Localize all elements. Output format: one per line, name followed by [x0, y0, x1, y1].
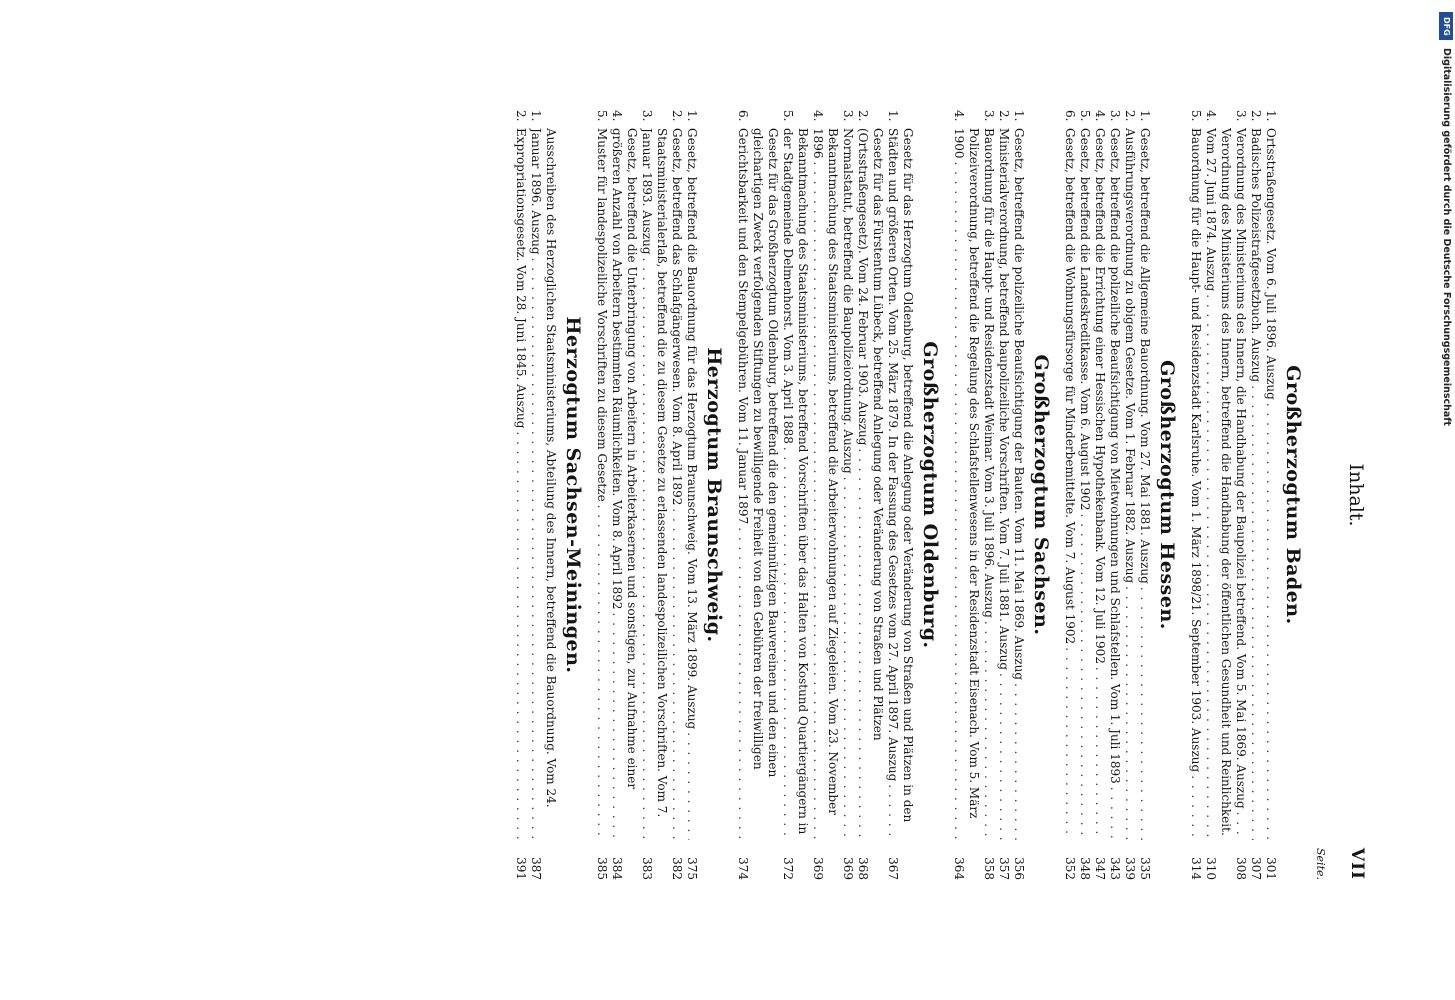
entry-text: Gesetz, betreffend die Wohnungsfürsorge für Minderbemittelte. Vom 7. August 1902 [1063, 128, 1077, 647]
entry-text: Bekanntmachung des Staatsministeriums, betreffend Vorschriften über das Halten von Kostund Quartiergängern in der Stadtgemeinde Delmenhorst. Vom 3. April 1888 [781, 128, 810, 835]
toc-entry [996, 110, 1011, 880]
toc-entry [780, 110, 810, 880]
entry-number: 4. [811, 110, 825, 122]
entry-number: 2. [514, 110, 528, 122]
entry-text: Normalstatut, betreffend die Baupolizeiordnung. Auszug [841, 128, 855, 477]
entry-number: 1. [1264, 110, 1278, 122]
entry-number: 6. [736, 110, 750, 122]
entry-number: 3. [982, 110, 996, 122]
entry-text: Gesetz für das Großherzogtum Oldenburg, betreffend die den gemeinnützigen Bauvereinen und den einen gleichartigen Zweck verfolgenden Stiftungen zu bewilligende Freiheit von den Gebühren der freiwilligen Gerichtsbarkeit und den Stempelgebühren. Vom 11. Januar 1897 [736, 128, 780, 778]
toc-section [735, 110, 941, 880]
entry-text: Verordnung des Ministeriums des Innern, betreffend die Handhabung der öffentlichen Gesundheit und Reinlichkeit. Vom 27. Juni 1874. Auszug [1204, 128, 1233, 836]
entry-text: Gesetz für das Fürstentum Lübeck, betreffend Anlegung oder Veränderung von Straßen und Plätzen (Ortsstraßengesetz). Vom 24. Februar 1903. Auszug [856, 128, 885, 741]
entry-text-wrap [1137, 128, 1152, 840]
entry-text: Bekanntmachung des Staatsministeriums, betreffend die Arbeiterwohnungen auf Ziegeleien. Vom 23. November 1896 [811, 128, 840, 815]
toc-entry [528, 110, 558, 880]
entry-text-wrap [1263, 128, 1278, 840]
toc-section [951, 110, 1052, 880]
entry-text: Gesetz, betreffend das Schlafgängerwesen. Vom 8. April 1892 [670, 128, 684, 508]
entry-page: 314 [1188, 840, 1203, 880]
entry-page: 308 [1233, 840, 1248, 880]
entry-text: Ministerialverordnung, betreffend baupolizeiliche Vorschriften. Vom 7. Juli 1881. Auszug [997, 128, 1011, 673]
entry-number: 3. [1108, 110, 1122, 122]
toc-section [1062, 110, 1178, 880]
toc-entry [594, 110, 609, 880]
entry-text-wrap [528, 128, 558, 840]
entry-text-wrap [1248, 128, 1263, 840]
entry-text-wrap [1092, 128, 1107, 840]
entry-text: Gesetz, betreffend die Unterbringung von Arbeitern in Arbeiterkasernen und sonstigen, zur Aufnahme einer größeren Anzahl von Arbeitern bestimmten Räumlichkeiten. Vom 8. April 1892 [610, 128, 639, 790]
entry-number: 4. [1204, 110, 1218, 122]
section-title: Großherzogtum Oldenburg. [919, 341, 941, 649]
entry-number: 4. [1093, 110, 1107, 122]
toc-entry [639, 110, 669, 880]
toc-entry [855, 110, 885, 880]
entry-page: 369 [840, 840, 855, 880]
section-title: Herzogtum Braunschweig. [703, 347, 725, 643]
entry-text-wrap [639, 128, 669, 840]
entry-page: 347 [1092, 840, 1107, 880]
entry-page: 391 [513, 840, 528, 880]
entry-text: Gesetz, betreffend die Allgemeine Bauordnung. Vom 27. Mai 1881. Auszug [1138, 128, 1152, 587]
entry-number: 1. [685, 110, 699, 122]
entry-page: 369 [810, 840, 825, 880]
toc-entry [1248, 110, 1263, 880]
section-title: Großherzogtum Baden. [1282, 365, 1304, 625]
toc-entry [513, 110, 528, 880]
entry-text-wrap [810, 128, 840, 840]
entry-number: 3. [1234, 110, 1248, 122]
entry-text: Expropriationsgesetz. Vom 28. Juni 1845. Auszug [514, 128, 528, 431]
entry-text-wrap [981, 128, 996, 840]
entry-text-wrap [855, 128, 885, 840]
entry-number: 2. [1123, 110, 1137, 122]
entry-text: Bauordnung für die Haupt- und Residenzstadt Weimar. Vom 3. Juli 1896. Auszug [982, 128, 996, 621]
toc-entry [885, 110, 915, 880]
toc-entry [1062, 110, 1077, 880]
toc-entry [840, 110, 855, 880]
entry-page: 343 [1107, 840, 1122, 880]
entry-text: Gesetz, betreffend die Bauordnung für das Herzogtum Braunschweig. Vom 13. März 1899. Auszug [685, 128, 699, 732]
entry-number: 2. [997, 110, 1011, 122]
section-title: Großherzogtum Sachsen. [1030, 354, 1052, 636]
toc-entry [1137, 110, 1152, 880]
toc-entry [981, 110, 996, 880]
entry-number: 1. [1012, 110, 1026, 122]
entry-text: Badisches Polizeistrafgesetzbuch. Auszug [1249, 128, 1263, 385]
entry-number: 4. [952, 110, 966, 122]
entry-page: 368 [855, 840, 870, 880]
entry-text-wrap [780, 128, 810, 840]
toc-entry [1188, 110, 1203, 880]
entry-number: 5. [595, 110, 609, 122]
entry-text: Bauordnung für die Haupt- und Residenzstadt Karlsruhe. Vom 1. März 1898/21. September 1903. Auszug [1189, 128, 1203, 775]
entry-number: 5. [781, 110, 795, 122]
entry-number: 2. [1249, 110, 1263, 122]
toc-entry [1092, 110, 1107, 880]
entry-page: 301 [1263, 840, 1278, 880]
entry-page: 372 [780, 840, 795, 880]
entry-text-wrap [1107, 128, 1122, 840]
entry-number: 5. [1078, 110, 1092, 122]
entry-text-wrap [951, 128, 981, 840]
entry-page: 364 [951, 840, 966, 880]
entry-page: 310 [1203, 840, 1218, 880]
entry-text-wrap [1233, 128, 1248, 840]
entry-page: 358 [981, 840, 996, 880]
entry-text-wrap [996, 128, 1011, 840]
entry-text-wrap [609, 128, 639, 840]
section-title: Großherzogtum Hessen. [1156, 360, 1178, 630]
page-column-heading: Seite. [1314, 848, 1327, 880]
entry-number: 6. [1063, 110, 1077, 122]
entry-page: 339 [1122, 840, 1137, 880]
entry-number: 3. [640, 110, 654, 122]
entry-page: 352 [1062, 840, 1077, 880]
dfg-logo-icon: DFG [1439, 12, 1453, 40]
toc-entry [1107, 110, 1122, 880]
toc-entry [1122, 110, 1137, 880]
toc-section [513, 110, 584, 880]
entry-text: Muster für landespolizeiliche Vorschriften zu diesem Gesetze [595, 128, 609, 505]
toc-entry [609, 110, 639, 880]
entry-text-wrap [513, 128, 528, 840]
entry-page: 384 [609, 840, 624, 880]
entry-number: 4. [610, 110, 624, 122]
entry-page: 335 [1137, 840, 1152, 880]
entry-number: 1. [1138, 110, 1152, 122]
entry-number: 2. [856, 110, 870, 122]
entry-text-wrap [1122, 128, 1137, 840]
entry-page: 356 [1011, 840, 1026, 880]
entry-text: Gesetz, betreffend die Landeskreditkasse. Vom 6. August 1902 [1078, 128, 1092, 514]
toc-entry [1203, 110, 1233, 880]
entry-page: 385 [594, 840, 609, 880]
table-of-contents [513, 110, 1325, 880]
toc-entry [735, 110, 780, 880]
entry-page: 367 [885, 840, 900, 880]
entry-text: Gesetz, betreffend die polizeiliche Beaufsichtigung von Mietwohnungen und Schlafstellen. Vom 1. Juli 1893 [1108, 128, 1122, 787]
entry-text-wrap [1203, 128, 1233, 840]
entry-page: 374 [735, 840, 750, 880]
entry-page: 307 [1248, 840, 1263, 880]
toc-entry [684, 110, 699, 880]
page-number: VII [1347, 847, 1367, 880]
toc-entry [810, 110, 840, 880]
entry-text: Ortsstraßengesetz. Vom 6. Juli 1896. Auszug [1264, 128, 1278, 403]
entry-page: 348 [1077, 840, 1092, 880]
entry-page: 382 [669, 840, 684, 880]
toc-entry [951, 110, 981, 880]
entry-text-wrap [1077, 128, 1092, 840]
entry-text-wrap [840, 128, 855, 840]
toc-section [1188, 110, 1304, 880]
entry-text-wrap [735, 128, 780, 840]
toc-entry [1011, 110, 1026, 880]
section-title: Herzogtum Sachsen-Meiningen. [562, 316, 584, 674]
entry-text: Verordnung des Ministeriums des Innern, die Handhabung der Baupolizei betreffend. Vom 5. Mai 1869. Auszug [1234, 128, 1248, 812]
entry-text-wrap [684, 128, 699, 840]
entry-number: 3. [841, 110, 855, 122]
entry-number: 2. [670, 110, 684, 122]
entry-text: Polizeiverordnung, betreffend die Regelung des Schlafstellenwesens in der Residenzstadt Eisenach. Vom 5. März 1900 [952, 128, 981, 819]
entry-page: 357 [996, 840, 1011, 880]
toc-entry [1077, 110, 1092, 880]
entry-text: Gesetz, betreffend die polizeiliche Beaufsichtigung der Bauten. Vom 11. Mai 1869. Auszug [1012, 128, 1026, 683]
entry-text: Gesetz für das Herzogtum Oldenburg, betreffend die Anlegung oder Veränderung von Straßen und Plätzen in den Städten und größeren Orten. Vom 25. März 1879. In der Fassung des Gesetzes vom 27. April 1897. Auszug [886, 128, 915, 823]
entry-text: Ausschreiben des Herzoglichen Staatsministeriums, Abteilung des Innern, betreffend die Bauordnung. Vom 24. Januar 1896. Auszug [529, 128, 558, 808]
entry-text-wrap [669, 128, 684, 840]
entry-number: 1. [886, 110, 900, 122]
entry-page: 383 [639, 840, 654, 880]
entry-text: Staatsministerialerlaß, betreffend die zu diesem Gesetze zu erlassenden landespolizeilichen Vorschriften. Vom 7. Januar 1893. Auszug [640, 128, 669, 818]
entry-text-wrap [594, 128, 609, 840]
entry-text-wrap [885, 128, 915, 840]
entry-page: 375 [684, 840, 699, 880]
entry-text: Ausführungsverordnung zu obigem Gesetze. Vom 1. Februar 1882. Auszug [1123, 128, 1137, 586]
entry-text-wrap [1188, 128, 1203, 840]
entry-number: 5. [1189, 110, 1203, 122]
toc-section [594, 110, 725, 880]
entry-text-wrap [1062, 128, 1077, 840]
dfg-watermark-text: Digitalisierung gefördert durch die Deutsche Forschungsgemeinschaft [1441, 48, 1452, 426]
entry-page: 387 [528, 840, 543, 880]
dfg-watermark [1438, 8, 1454, 993]
entry-text-wrap [1011, 128, 1026, 840]
entry-text: Gesetz, betreffend die Errichtung einer Hessischen Hypothekenbank. Vom 12. Juli 1902 [1093, 128, 1107, 667]
toc-entry [669, 110, 684, 880]
toc-entry [1233, 110, 1248, 880]
page-title: Inhalt. [1345, 463, 1367, 527]
entry-number: 1. [529, 110, 543, 122]
toc-entry [1263, 110, 1278, 880]
